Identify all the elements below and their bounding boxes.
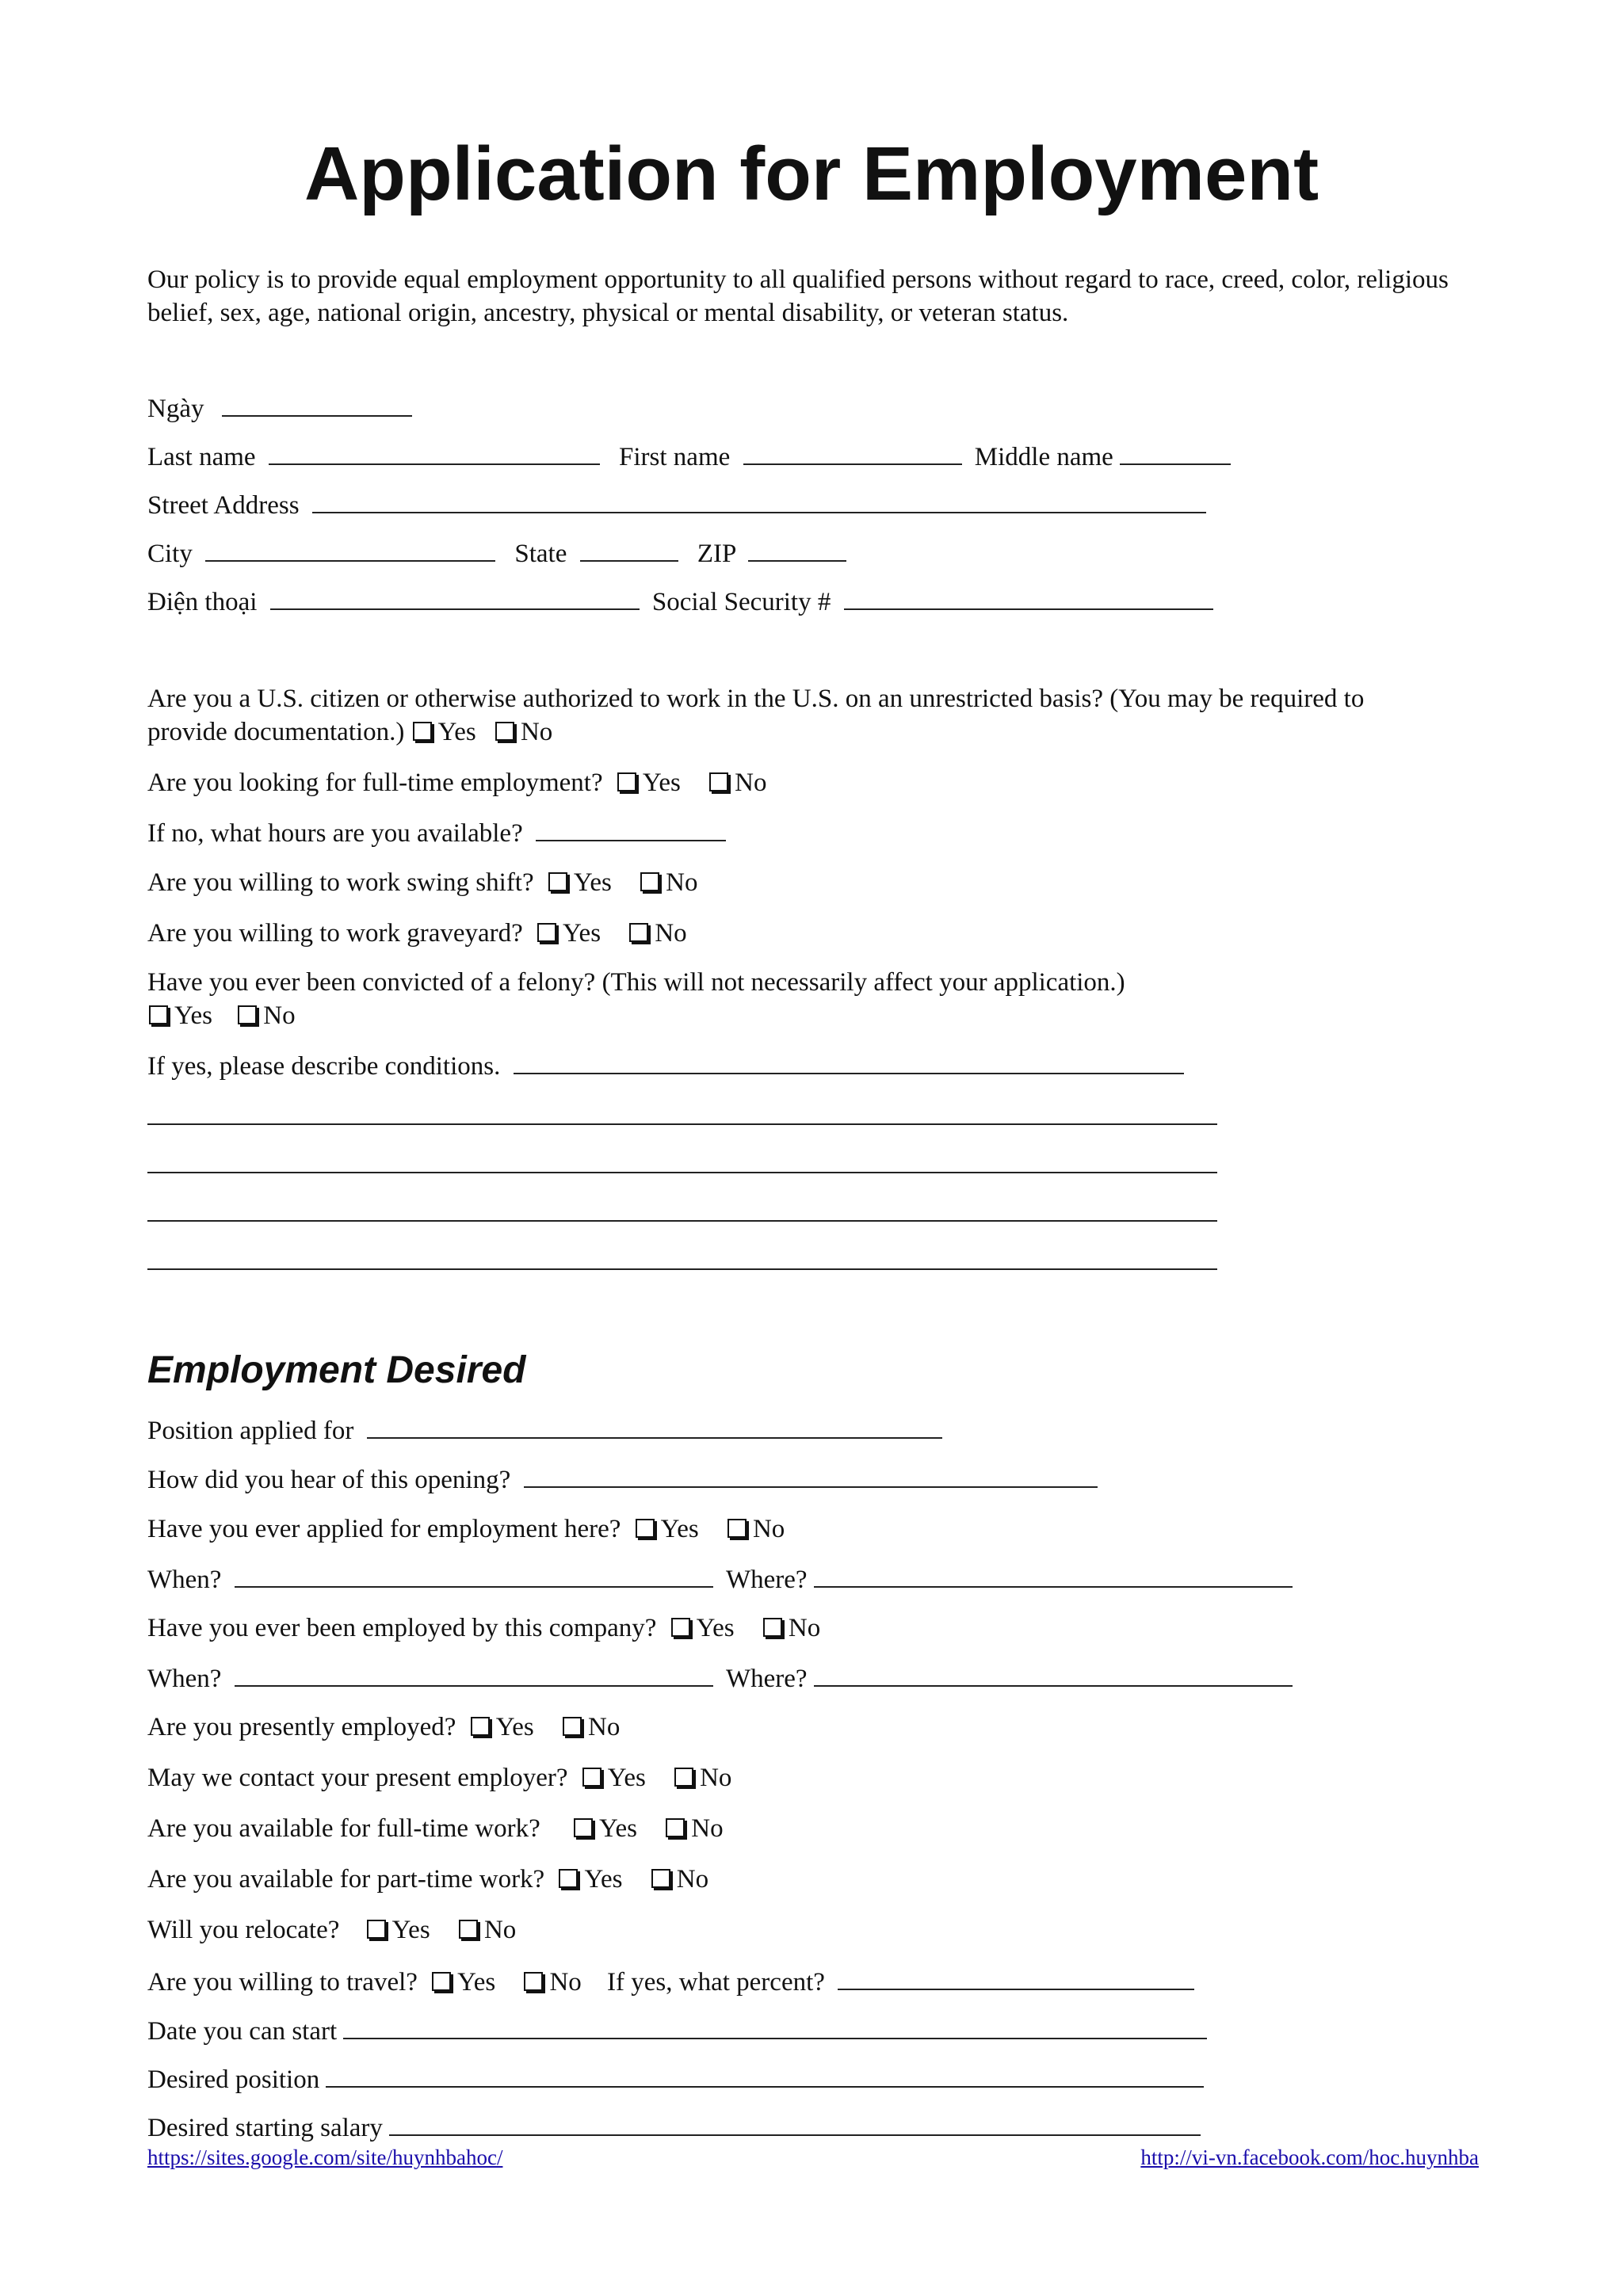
city-field[interactable] (205, 536, 495, 562)
citizen-question-cont (147, 716, 552, 748)
presently-yes-label: Yes (495, 1713, 534, 1741)
applied-when-where-row (147, 1562, 1293, 1596)
applied-where-label: Where? (725, 1566, 808, 1594)
citizen-yes-label: Yes (437, 718, 476, 746)
position-label: Position applied for (147, 1417, 354, 1445)
contact-yes-label: Yes (607, 1764, 646, 1792)
swing-no-checkbox[interactable] (640, 872, 659, 891)
salary-label: Desired starting salary (147, 2114, 383, 2142)
desired-position-field[interactable] (326, 2062, 1204, 2088)
presently-no-label: No (588, 1713, 621, 1741)
avail-full-yes-checkbox[interactable] (574, 1818, 593, 1837)
employed-by-no-checkbox[interactable] (763, 1618, 782, 1637)
presently-yes-checkbox[interactable] (471, 1717, 490, 1736)
hours-question: If no, what hours are you available? (147, 819, 523, 848)
citizen-question-l2: provide documentation.) (147, 718, 405, 746)
start-date-label: Date you can start (147, 2017, 338, 2046)
start-date-row (147, 2014, 1207, 2047)
contact-no-label: No (700, 1764, 732, 1792)
employed-where-field[interactable] (814, 1661, 1293, 1687)
employed-when-label: When? (147, 1665, 222, 1693)
conditions-line-3[interactable] (147, 1220, 1217, 1222)
graveyard-no-checkbox[interactable] (629, 923, 648, 942)
employed-by-question-row (147, 1612, 820, 1644)
applied-yes-checkbox[interactable] (636, 1519, 655, 1538)
ssn-field[interactable] (844, 585, 1213, 610)
relocate-no-checkbox[interactable] (459, 1920, 478, 1939)
applied-yes-label: Yes (660, 1515, 699, 1543)
fulltime-no-checkbox[interactable] (709, 772, 728, 791)
conditions-line-4[interactable] (147, 1268, 1217, 1270)
section-title-employment-desired: Employment Desired (147, 1349, 526, 1391)
middle-name-field[interactable] (1120, 440, 1231, 465)
avail-full-yes-label: Yes (598, 1814, 638, 1843)
city-row (147, 536, 846, 570)
last-name-field[interactable] (269, 440, 600, 465)
employed-by-question: Have you ever been employed by this company? (147, 1614, 657, 1642)
felony-no-checkbox[interactable] (238, 1005, 257, 1024)
page-title: Application for Employment (304, 132, 1319, 216)
travel-yes-label: Yes (457, 1968, 496, 1997)
avail-full-no-label: No (691, 1814, 724, 1843)
applied-when-field[interactable] (235, 1562, 713, 1588)
zip-field[interactable] (748, 536, 846, 562)
felony-yes-label: Yes (174, 1001, 213, 1030)
street-field[interactable] (312, 488, 1206, 513)
avail-part-yes-checkbox[interactable] (559, 1869, 578, 1888)
travel-percent-field[interactable] (838, 1965, 1194, 1990)
citizen-no-label: No (520, 718, 553, 746)
conditions-label: If yes, please describe conditions. (147, 1052, 501, 1081)
desired-position-row (147, 2062, 1204, 2096)
employed-when-field[interactable] (235, 1661, 713, 1687)
state-label: State (514, 540, 567, 568)
swing-question-row (147, 867, 698, 898)
avail-part-question-row (147, 1863, 708, 1895)
travel-question: Are you willing to travel? (147, 1968, 418, 1997)
citizen-no-checkbox[interactable] (495, 722, 514, 741)
travel-no-checkbox[interactable] (524, 1972, 543, 1991)
travel-no-label: No (549, 1968, 582, 1997)
avail-full-question-row (147, 1813, 724, 1844)
relocate-no-label: No (483, 1916, 517, 1944)
name-row (147, 440, 1231, 473)
travel-yes-checkbox[interactable] (432, 1972, 451, 1991)
fulltime-question: Are you looking for full-time employment? (147, 769, 603, 797)
avail-full-no-checkbox[interactable] (666, 1818, 685, 1837)
hear-field[interactable] (524, 1463, 1098, 1488)
citizen-yes-checkbox[interactable] (413, 722, 432, 741)
travel-percent-label: If yes, what percent? (607, 1968, 825, 1997)
felony-question: Have you ever been convicted of a felony? (This will not necessarily affect your application.) (147, 968, 1125, 997)
state-field[interactable] (580, 536, 678, 562)
felony-no-label: No (263, 1001, 296, 1030)
salary-field[interactable] (389, 2111, 1201, 2136)
employed-where-label: Where? (725, 1665, 808, 1693)
phone-field[interactable] (270, 585, 640, 610)
applied-no-checkbox[interactable] (727, 1519, 747, 1538)
date-row (147, 391, 412, 425)
conditions-line-1[interactable] (147, 1123, 1217, 1125)
conditions-field[interactable] (514, 1049, 1184, 1074)
last-name-label: Last name (147, 443, 256, 471)
contact-no-checkbox[interactable] (674, 1768, 693, 1787)
relocate-yes-label: Yes (391, 1916, 430, 1944)
date-label: Ngày (147, 395, 204, 423)
fulltime-question-row (147, 767, 767, 799)
swing-question: Are you willing to work swing shift? (147, 868, 534, 897)
footer-link-google-sites[interactable]: https://sites.google.com/site/huynhbahoc/ (147, 2145, 503, 2169)
first-name-label: First name (619, 443, 731, 471)
relocate-question-row (147, 1914, 516, 1946)
desired-position-label: Desired position (147, 2065, 320, 2094)
avail-part-no-label: No (676, 1865, 709, 1894)
swing-yes-checkbox[interactable] (548, 872, 567, 891)
graveyard-question-row (147, 917, 687, 949)
start-date-field[interactable] (343, 2014, 1207, 2039)
travel-question-row (147, 1965, 1194, 1998)
presently-question-row (147, 1711, 620, 1743)
policy-statement: Our policy is to provide equal employment opportunity to all qualified persons without regard to race, creed, color, religious belief, sex, age, national origin, ancestry, physical or mental disability, or veteran status. (147, 265, 1449, 327)
presently-question: Are you presently employed? (147, 1713, 456, 1741)
applied-question-row (147, 1513, 785, 1545)
street-label: Street Address (147, 491, 300, 520)
phone-row (147, 585, 1213, 618)
applied-when-label: When? (147, 1566, 222, 1594)
contact-question: May we contact your present employer? (147, 1764, 568, 1792)
graveyard-question: Are you willing to work graveyard? (147, 919, 523, 948)
zip-label: ZIP (697, 540, 736, 568)
hours-field[interactable] (536, 816, 726, 841)
date-field[interactable] (222, 391, 412, 417)
relocate-question: Will you relocate? (147, 1916, 340, 1944)
hear-row (147, 1463, 1098, 1496)
hours-row (147, 816, 726, 849)
position-field[interactable] (367, 1413, 942, 1439)
applied-where-field[interactable] (814, 1562, 1293, 1588)
phone-label: Điện thoại (147, 588, 258, 616)
avail-part-question: Are you available for part-time work? (147, 1865, 545, 1894)
relocate-yes-checkbox[interactable] (367, 1920, 386, 1939)
footer-link-facebook[interactable]: http://vi-vn.facebook.com/hoc.huynhba (1140, 2145, 1479, 2169)
applied-question: Have you ever applied for employment here? (147, 1515, 621, 1543)
fulltime-no-label: No (735, 769, 767, 797)
graveyard-no-label: No (655, 919, 687, 948)
hear-label: How did you hear of this opening? (147, 1466, 511, 1494)
ssn-label: Social Security # (651, 588, 831, 616)
presently-no-checkbox[interactable] (563, 1717, 582, 1736)
fulltime-yes-checkbox[interactable] (617, 772, 636, 791)
street-row (147, 488, 1206, 521)
avail-part-yes-label: Yes (584, 1865, 623, 1894)
first-name-field[interactable] (743, 440, 962, 465)
citizen-question: Are you a U.S. citizen or otherwise authorized to work in the U.S. on an unrestricted basis? (You may be required to (147, 685, 1365, 713)
conditions-line-2[interactable] (147, 1172, 1217, 1173)
felony-options-row (147, 1000, 296, 1032)
avail-part-no-checkbox[interactable] (651, 1869, 670, 1888)
contact-yes-checkbox[interactable] (582, 1768, 601, 1787)
avail-full-question: Are you available for full-time work? (147, 1814, 540, 1843)
employed-by-yes-checkbox[interactable] (671, 1618, 690, 1637)
city-label: City (147, 540, 193, 568)
graveyard-yes-label: Yes (563, 919, 601, 948)
conditions-row (147, 1049, 1184, 1082)
graveyard-yes-checkbox[interactable] (537, 923, 556, 942)
swing-no-label: No (666, 868, 698, 897)
employed-by-yes-label: Yes (696, 1614, 735, 1642)
fulltime-yes-label: Yes (642, 769, 681, 797)
contact-question-row (147, 1762, 731, 1794)
middle-name-label: Middle name (974, 443, 1113, 471)
felony-yes-checkbox[interactable] (149, 1005, 168, 1024)
employed-by-no-label: No (788, 1614, 821, 1642)
position-row (147, 1413, 942, 1447)
swing-yes-label: Yes (573, 868, 612, 897)
salary-row (147, 2111, 1201, 2144)
applied-no-label: No (752, 1515, 785, 1543)
employed-when-where-row (147, 1661, 1293, 1695)
